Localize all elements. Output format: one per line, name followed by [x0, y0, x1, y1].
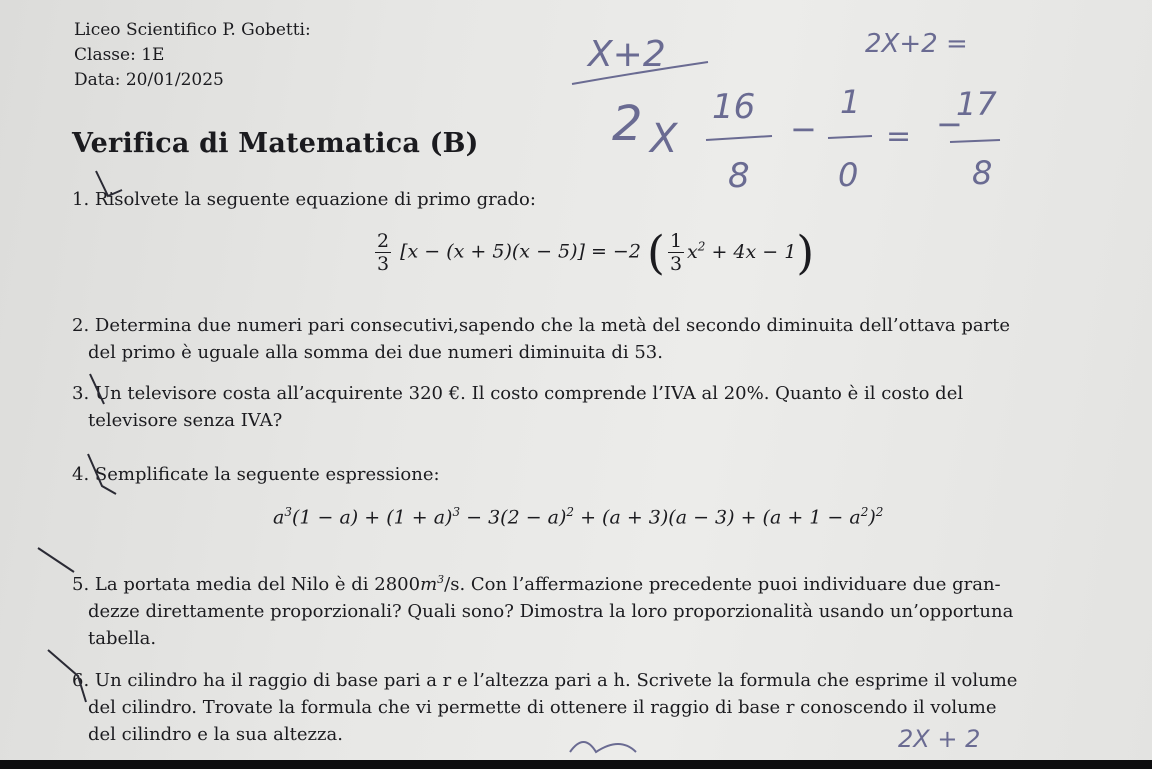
exercise-1-text: Risolvete la seguente equazione di primo grado:: [94, 189, 536, 210]
exercise-6-line3: del cilindro e la sua altezza.: [88, 724, 343, 745]
exercise-5-line3: tabella.: [88, 628, 157, 649]
exercise-4: [72, 461, 1102, 488]
handwriting-frac2-den: 0: [838, 156, 859, 194]
exercise-2-number: 2.: [72, 315, 90, 336]
exercise-5-number: 5.: [72, 574, 90, 595]
handwriting-frac1-num: 16: [712, 87, 756, 127]
handwriting-frac2-num: 1: [840, 83, 861, 121]
exercise-5-line1b: /s. Con l’affermazione precedente puoi individuare due gran-: [444, 574, 1001, 595]
check-mark-5: [38, 548, 74, 572]
handwriting-minus-1: −: [790, 110, 817, 148]
handwriting-top-right: 2X+2 =: [865, 29, 968, 59]
handwriting-2: 2: [612, 96, 643, 152]
exercise-3-line2: televisore senza IVA?: [88, 410, 283, 431]
handwriting-x: X: [650, 116, 678, 162]
exercise-3: [72, 380, 1102, 434]
handwriting-fraction-bar-top: [572, 62, 708, 84]
exercise-6-number: 6.: [72, 670, 90, 691]
handwriting-minus-2: −: [936, 105, 963, 143]
exercise-4-number: 4.: [72, 464, 90, 485]
exercise-6-line2: del cilindro. Trovate la formula che vi permette di ottenere il raggio di base r conoscendo il volume: [88, 697, 997, 718]
handwriting-top-fraction: X+2: [588, 34, 666, 75]
exercise-5-line2: dezze direttamente proporzionali? Quali sono? Dimostra la loro proporzionalità usando un’opportuna: [88, 601, 1014, 622]
exercise-6-line1: Un cilindro ha il raggio di base pari a r e l’altezza pari a h. Scrivete la formula che esprime il volume: [94, 670, 1018, 691]
handwriting-frac3-num: 17: [956, 85, 997, 123]
exercise-5-line1a: La portata media del Nilo è di 2800: [94, 574, 421, 595]
exercise-5: 5. La portata media del Nilo è di $2800m^3/s$. Con l’affermazione precedente puoi individuare due gran- dezze direttamente proporzionali? Quali sono? Dimostra la loro proporzionalità usando un’opportuna tabella.: [72, 566, 1102, 652]
handwriting-bottom-right: 2X + 2: [898, 725, 981, 753]
exercise-2: [72, 312, 1102, 366]
expression-4: $a^3(1 - a) + (1 + a)^3 - 3(2 - a)^2 + (a + 3)(a - 3) + (a + 1 - a^2)^2$: [273, 505, 884, 529]
page-title: Verifica di Matematica (B): [72, 128, 479, 159]
equation-1: $\frac{2}{3}$ [x − (x + 5)(x − 5)] = −2 ( $\frac{1}{3}$ $x^2 + 4x - 1$): [377, 225, 815, 280]
date-label: Data: 20/01/2025: [74, 70, 224, 90]
exercise-3-line1: Un televisore costa all’acquirente 320 €. Il costo comprende l’IVA al 20%. Quanto è il costo del: [94, 383, 964, 404]
exercise-1: [72, 186, 1102, 213]
fraction-two-thirds: $\frac{2}{3}$: [377, 230, 390, 275]
exercise-2-line1: Determina due numeri pari consecutivi,sapendo che la metà del secondo diminuita dell’ottava parte: [94, 315, 1011, 336]
exercise-6: [72, 667, 1102, 748]
handwriting-fraction-bar-2: [828, 136, 872, 138]
photo-bottom-edge: [0, 760, 1152, 769]
exercise-2-line2: del primo è uguale alla somma dei due numeri diminuita di 53.: [88, 342, 663, 363]
handwriting-frac1-den: 8: [728, 156, 750, 196]
handwriting-fraction-bar-1: [706, 136, 772, 140]
exercise-4-text: Semplificate la seguente espressione:: [94, 464, 440, 485]
exercise-1-number: 1.: [72, 189, 90, 210]
handwriting-fraction-bar-3: [950, 140, 1000, 142]
exercise-3-number: 3.: [72, 383, 90, 404]
handwriting-frac3-den: 8: [972, 154, 993, 192]
class-label: Classe: 1E: [74, 45, 165, 65]
school-name: Liceo Scientifico P. Gobetti:: [74, 20, 311, 40]
handwriting-equals: =: [886, 119, 912, 154]
